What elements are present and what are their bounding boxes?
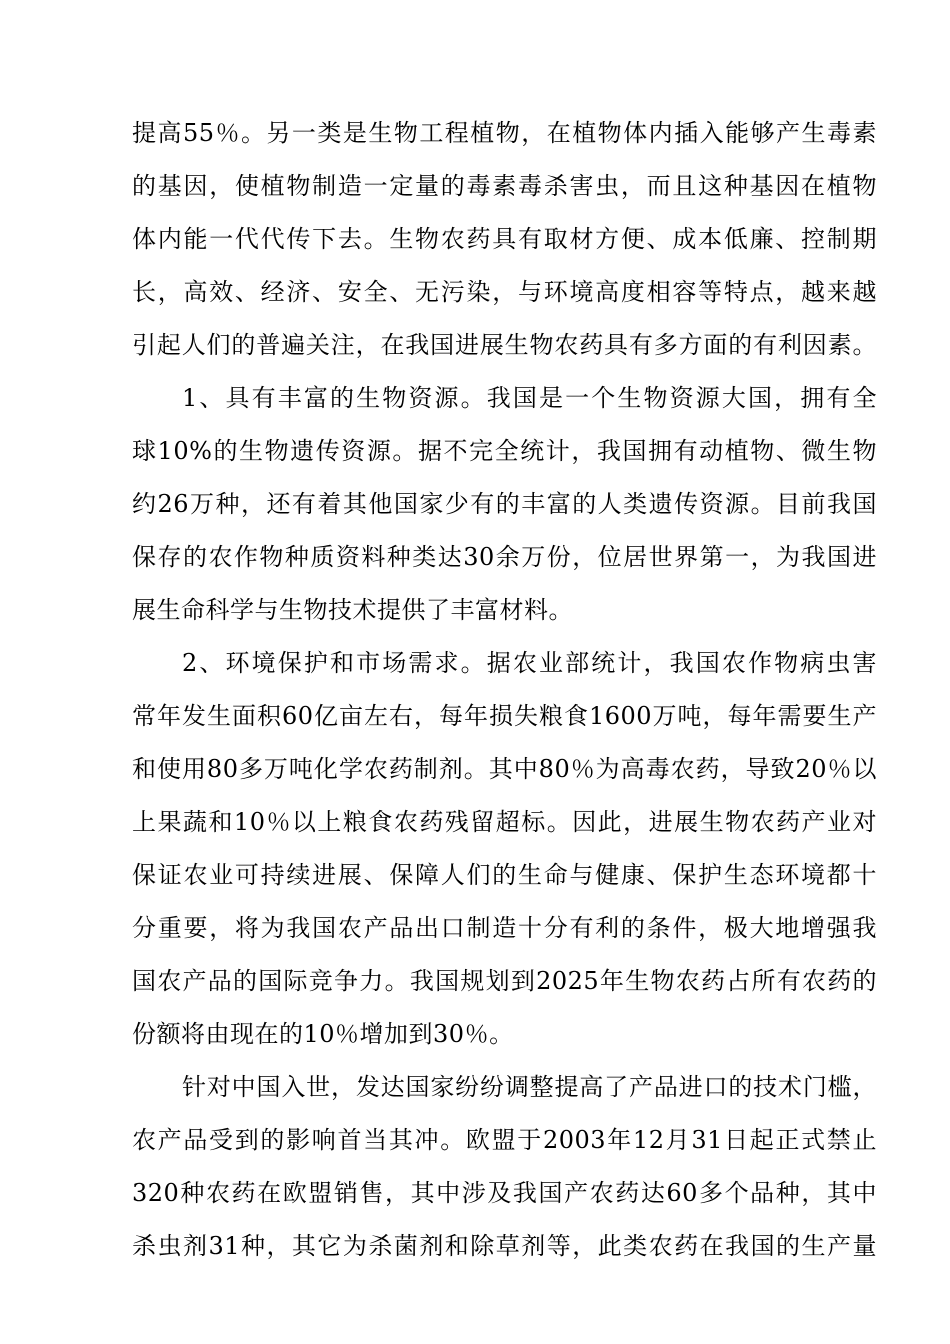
text-line: 保存的农作物种质资料种类达30余万份，位居世界第一，为我国进 [132,543,877,571]
text-line: 分重要，将为我国农产品出口制造十分有利的条件，极大地增强我 [132,914,877,942]
paragraph-end-line: 展生命科学与生物技术提供了丰富材料。 [132,596,573,624]
text-line: 引起人们的普遍关注，在我国进展生物农药具有多方面的有利因素。 [132,331,877,359]
text-line: 保证农业可持续进展、保障人们的生命与健康、保护生态环境都十 [132,861,877,889]
text-line: 球10%的生物遗传资源。据不完全统计，我国拥有动植物、微生物 [132,437,877,465]
text-line: 和使用80多万吨化学农药制剂。其中80％为高毒农药，导致20％以 [132,755,877,783]
paragraph-start-line: 针对中国入世，发达国家纷纷调整提高了产品进口的技术门槛， [182,1073,877,1101]
text-line: 320种农药在欧盟销售，其中涉及我国产农药达60多个品种，其中 [132,1179,877,1207]
document-body [132,107,877,1273]
text-line: 常年发生面积60亿亩左右，每年损失粮食1600万吨，每年需要生产 [132,702,877,730]
text-line: 杀虫剂31种，其它为杀菌剂和除草剂等，此类农药在我国的生产量 [132,1232,877,1260]
paragraph-start-line: 1、具有丰富的生物资源。我国是一个生物资源大国，拥有全 [182,384,877,412]
text-line: 体内能一代代传下去。生物农药具有取材方便、成本低廉、控制期 [132,225,877,253]
text-line: 农产品受到的影响首当其冲。欧盟于2003年12月31日起正式禁止 [132,1126,877,1154]
text-line: 长，高效、经济、安全、无污染，与环境高度相容等特点，越来越 [132,278,877,306]
text-line: 提高55％。另一类是生物工程植物，在植物体内插入能够产生毒素 [132,119,877,147]
paragraph-end-line: 份额将由现在的10％增加到30％。 [132,1020,514,1048]
text-line: 的基因，使植物制造一定量的毒素毒杀害虫，而且这种基因在植物 [132,172,877,200]
text-line: 国农产品的国际竞争力。我国规划到2025年生物农药占所有农药的 [132,967,877,995]
text-line: 上果蔬和10％以上粮食农药残留超标。因此，进展生物农药产业对 [132,808,877,836]
paragraph-start-line: 2、环境保护和市场需求。据农业部统计，我国农作物病虫害 [182,649,877,677]
text-line: 约26万种，还有着其他国家少有的丰富的人类遗传资源。目前我国 [132,490,877,518]
